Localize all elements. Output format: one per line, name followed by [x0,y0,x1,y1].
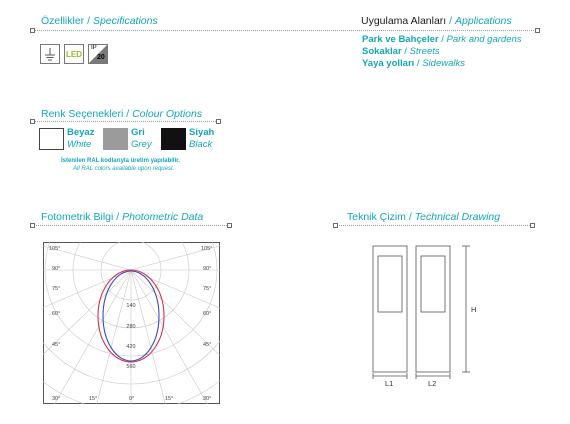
divider-endpoint [530,223,535,228]
bollard-side-window [421,256,445,312]
angle-label-bottom: 0° [129,396,135,402]
swatch-grey-en: Grey [131,139,152,150]
radial-value-label: 140 [126,303,136,309]
photometric-title-tr: Fotometrik Bilgi [41,211,114,223]
angle-label-left: 45° [52,342,61,348]
radial-value-label: 420 [126,344,136,350]
applications-heading: Uygulama Alanları / Applications [361,15,512,27]
specifications-title-en: Specifications [92,15,158,27]
swatch-black-tr: Siyah [189,127,215,138]
applications-title-en: Applications [454,15,512,27]
angle-label-left: 60° [52,311,61,317]
angle-label-bottom: 30° [52,396,61,402]
technical-title-tr: Teknik Çizim [347,211,406,223]
swatch-white [39,128,64,150]
colours-title-tr: Renk Seçenekleri [41,108,124,120]
radial-value-label: 560 [126,364,136,370]
technical-title-en: Technical Drawing [414,211,501,223]
divider-endpoint [30,28,35,33]
colours-divider [33,121,218,122]
polar-diagram [43,242,220,404]
angle-label-bottom: 15° [89,396,98,402]
swatch-white-tr: Beyaz [67,127,95,138]
bollard-front-window [378,256,402,312]
application-item: Sokaklar / Streets [362,46,440,57]
led-icon [64,44,84,64]
swatch-grey [103,128,128,150]
angle-label-left: 75° [52,286,61,292]
specifications-heading: Özellikler / Specifications [41,15,158,27]
swatch-black-en: Black [189,139,213,150]
led-icon-label: LED [66,49,82,59]
photometric-heading: Fotometrik Bilgi / Photometric Data [41,211,204,223]
angle-label-right: 105° [201,246,213,252]
photometric-title-en: Photometric Data [122,211,204,223]
divider-endpoint [216,119,221,124]
divider-endpoint [227,223,232,228]
angle-label-left: 105° [49,246,61,252]
swatch-grey-tr: Gri [131,127,145,138]
application-item: Yaya yolları / Sidewalks [362,58,465,69]
technical-drawing [360,240,510,390]
applications-title-tr: Uygulama Alanları [361,15,447,27]
angle-label-left: 90° [52,266,61,272]
photometric-divider [33,225,229,226]
technical-heading: Teknik Çizim / Technical Drawing [347,211,501,223]
dimension-l2-label: L2 [428,379,437,388]
colours-heading: Renk Seçenekleri / Colour Options [41,108,203,120]
ip-rating-icon [88,44,108,64]
ral-note-tr: İstenilen RAL kodlarıyla üretim yapılabilir. [61,158,180,164]
dimension-h-label: H [471,305,477,314]
ip-rating-top: IP [91,45,97,51]
technical-divider [336,225,532,226]
specifications-divider [33,30,538,31]
angle-label-right: 75° [203,286,212,292]
divider-endpoint [535,28,540,33]
specifications-title-tr: Özellikler [41,15,85,27]
angle-label-bottom: 15° [165,396,174,402]
divider-endpoint [30,223,35,228]
ip-rating-value: 20 [97,54,105,61]
colours-title-en: Colour Options [132,108,203,120]
divider-endpoint [30,119,35,124]
application-item: Park ve Bahçeler / Park and gardens [362,34,522,45]
angle-label-bottom: 30° [203,396,212,402]
dimension-l1-label: L1 [385,379,394,388]
divider-endpoint [333,223,338,228]
ral-note-en: All RAL colors available upon request. [73,166,175,172]
ground-icon [40,44,60,64]
angle-label-right: 90° [203,266,212,272]
radial-value-label: 280 [126,324,136,330]
swatch-white-en: White [67,139,92,150]
angle-label-right: 45° [203,342,212,348]
angle-label-right: 60° [203,311,212,317]
swatch-black [161,128,186,150]
